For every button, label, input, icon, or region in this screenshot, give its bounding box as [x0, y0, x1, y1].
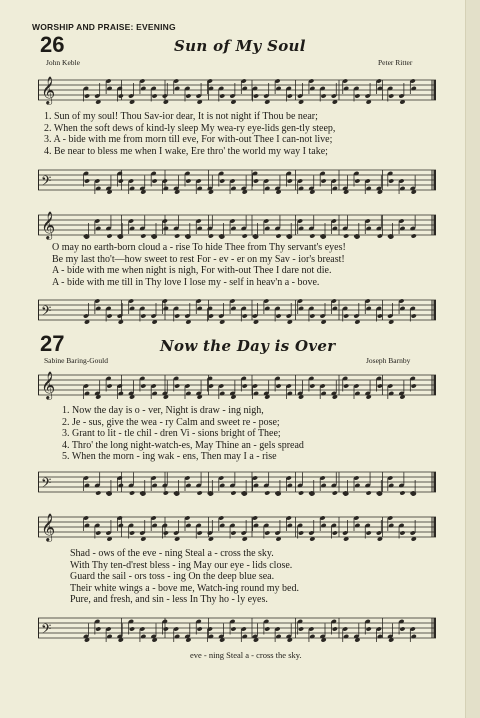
hymn-27-verses-part-1 [62, 405, 304, 463]
hymn-27-staff-2-bass [38, 608, 436, 652]
section-heading: WORSHIP AND PRAISE: EVENING [32, 22, 176, 32]
page-edge-shadow [465, 0, 480, 718]
hymn-26-verses-part-2 [52, 242, 346, 288]
lyric-line: 2. When the soft dews of kind-ly sleep My wea-ry eye-lids gen-tly steep, [44, 122, 336, 134]
lyric-line: 1. Sun of my soul! Thou Sav-ior dear, It is not night if Thou be near; [44, 111, 318, 122]
hymn-26-staff-2-bass [38, 290, 436, 334]
hymn-26-title: Sun of My Soul [174, 37, 306, 55]
lyric-line: With Thy ten-d'rest bless - ing May our eye - lids close. [70, 559, 293, 571]
hymn-27-bass-echo-text: eve - ning Steal a - cross the sky. [190, 650, 302, 660]
svg-text:𝄞: 𝄞 [41, 211, 56, 239]
hymn-27-author: Sabine Baring-Gould [44, 356, 108, 365]
svg-text:𝄢: 𝄢 [41, 621, 52, 640]
lyric-line: Be my last tho't—how sweet to rest For - ev - er on my Sav - ior's breast! [52, 253, 345, 265]
hymn-27-title: Now the Day is Over [160, 337, 336, 355]
svg-text:𝄞: 𝄞 [41, 371, 56, 399]
svg-text:𝄞: 𝄞 [41, 513, 56, 541]
hymn-26-staff-1-treble [38, 70, 436, 114]
svg-text:𝄢: 𝄢 [41, 173, 52, 192]
lyric-line: 5. When the morn - ing wak - ens, Then may I a - rise [62, 451, 277, 462]
hymn-27-verses-part-2 [70, 548, 299, 606]
hymn-27-number: 27 [40, 331, 65, 356]
lyric-line: A - bide with me when night is nigh, For with-out Thee I dare not die. [52, 265, 332, 276]
hymn-27-composer: Joseph Barnby [366, 356, 411, 365]
lyric-line: Pure, and fresh, and sin - less In Thy ho - ly eyes. [70, 594, 268, 605]
hymn-26-author: John Keble [46, 58, 80, 67]
hymn-26-composer: Peter Ritter [378, 58, 413, 67]
lyric-line: Guard the sail - ors toss - ing On the deep blue sea. [70, 571, 275, 582]
svg-text:𝄢: 𝄢 [41, 303, 52, 322]
hymn-26-staff-1-bass [38, 160, 436, 204]
hymn-26-verses-part-1 [44, 111, 335, 157]
lyric-line: 1. Now the day is o - ver, Night is draw - ing nigh, [62, 405, 264, 416]
lyric-line: 2. Je - sus, give the wea - ry Calm and sweet re - pose; [62, 416, 280, 428]
lyric-line: 4. Be near to bless me when I wake, Ere thro' the world my way I take; [44, 145, 328, 157]
hymn-27-staff-1-bass [38, 462, 436, 506]
lyric-line: O may no earth-born cloud a - rise To hide Thee from Thy servant's eyes! [52, 242, 346, 253]
hymn-27-staff-2-treble [38, 507, 436, 551]
lyric-line: Their white wings a - bove me, Watch-ing round my bed. [70, 582, 299, 594]
lyric-line: 4. Thro' the long night-watch-es, May Thine an - gels spread [62, 439, 304, 451]
lyric-line: Shad - ows of the eve - ning Steal a - cross the sky. [70, 548, 274, 559]
hymn-27-staff-1-treble [38, 365, 436, 409]
lyric-line: 3. A - bide with me from morn till eve, For with-out Thee I can-not live; [44, 134, 333, 145]
hymn-26-number: 26 [40, 32, 65, 57]
lyric-line: A - bide with me till in Thy love I lose my - self in heav'n a - bove. [52, 276, 320, 288]
svg-text:𝄢: 𝄢 [41, 475, 52, 494]
svg-text:𝄞: 𝄞 [41, 76, 56, 104]
lyric-line: 3. Grant to lit - tle chil - dren Vi - sions bright of Thee; [62, 428, 281, 439]
